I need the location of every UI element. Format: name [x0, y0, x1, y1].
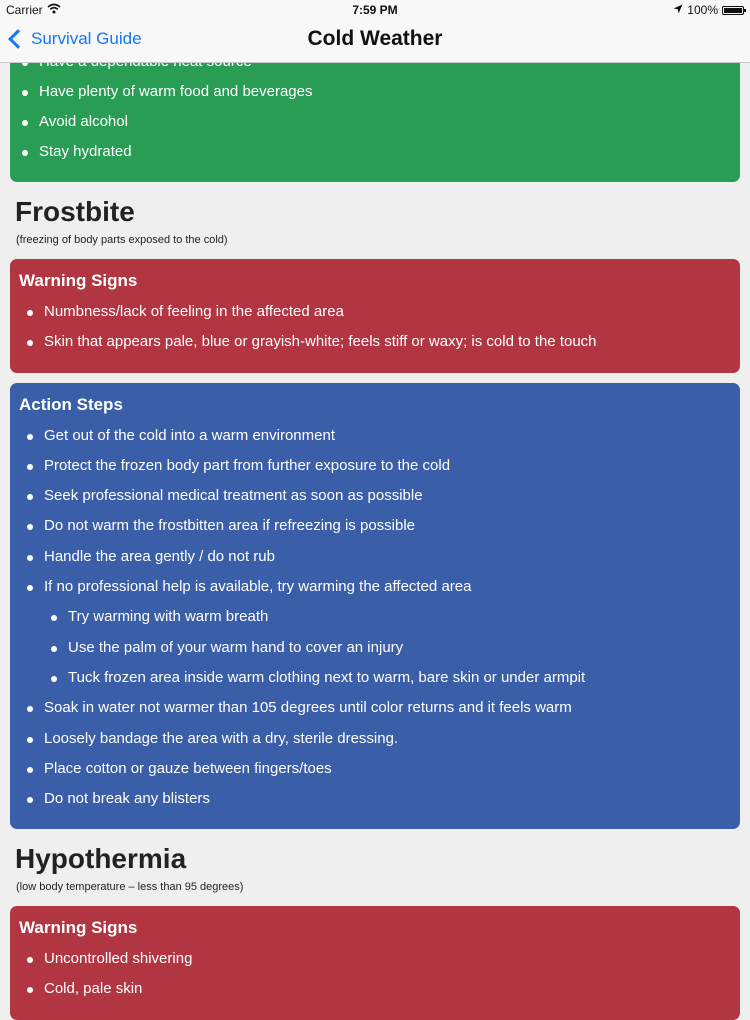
sub-list-item: Try warming with warm breath: [68, 608, 269, 625]
panel-title: Action Steps: [19, 395, 123, 414]
list-item: Get out of the cold into a warm environment: [44, 427, 335, 444]
list-item: Protect the frozen body part from further exposure to the cold: [44, 457, 451, 474]
list-item: Cold, pale skin: [44, 980, 143, 997]
list-item: Have plenty of warm food and beverages: [39, 83, 313, 100]
list-item: Skin that appears pale, blue or grayish-white; feels stiff or waxy; is cold to the touch: [44, 333, 597, 350]
list-item: Stay hydrated: [39, 143, 132, 160]
status-time: 7:59 PM: [352, 3, 398, 17]
status-right: [673, 3, 744, 17]
battery-icon: [722, 6, 744, 15]
hypothermia-subtitle: (low body temperature – less than 95 degrees): [16, 881, 244, 893]
frostbite-warning-panel: [10, 259, 740, 373]
list-item: Do not warm the frostbitten area if refreezing is possible: [44, 517, 416, 534]
frostbite-action-panel: [10, 383, 740, 829]
navigation-bar: [0, 20, 750, 63]
list-item: Seek professional medical treatment as soon as possible: [44, 487, 423, 504]
location-arrow-icon: [673, 3, 683, 17]
back-button-label: Survival Guide: [31, 29, 142, 48]
sub-list-item: Use the palm of your warm hand to cover an injury: [68, 639, 404, 656]
list-item: Place cotton or gauze between fingers/toes: [44, 760, 332, 777]
sub-list-item: Tuck frozen area inside warm clothing next to warm, bare skin or under armpit: [68, 669, 586, 686]
status-bar: [0, 0, 750, 20]
hypothermia-heading: Hypothermia: [15, 843, 187, 874]
list-item: Do not break any blisters: [44, 790, 210, 807]
panel-title: Warning Signs: [19, 271, 138, 290]
page-title: Cold Weather: [307, 27, 443, 50]
hypothermia-warning-panel: [10, 906, 740, 1020]
panel-title: Warning Signs: [19, 918, 138, 937]
list-item: Numbness/lack of feeling in the affected area: [44, 303, 344, 320]
list-item: Handle the area gently / do not rub: [44, 548, 275, 565]
list-item: Loosely bandage the area with a dry, sterile dressing.: [44, 730, 399, 747]
content-scroll-area[interactable]: [0, 63, 750, 1000]
list-item: Soak in water not warmer than 105 degrees until color returns and it feels warm: [44, 699, 572, 716]
list-item: If no professional help is available, try warming the affected area: [44, 578, 472, 595]
frostbite-subtitle: (freezing of body parts exposed to the cold): [16, 234, 228, 246]
battery-percent: 100%: [687, 3, 718, 17]
list-item: Uncontrolled shivering: [44, 950, 193, 967]
list-item: Avoid alcohol: [39, 113, 128, 130]
carrier-label: Carrier: [6, 3, 43, 17]
frostbite-heading: Frostbite: [15, 196, 135, 227]
